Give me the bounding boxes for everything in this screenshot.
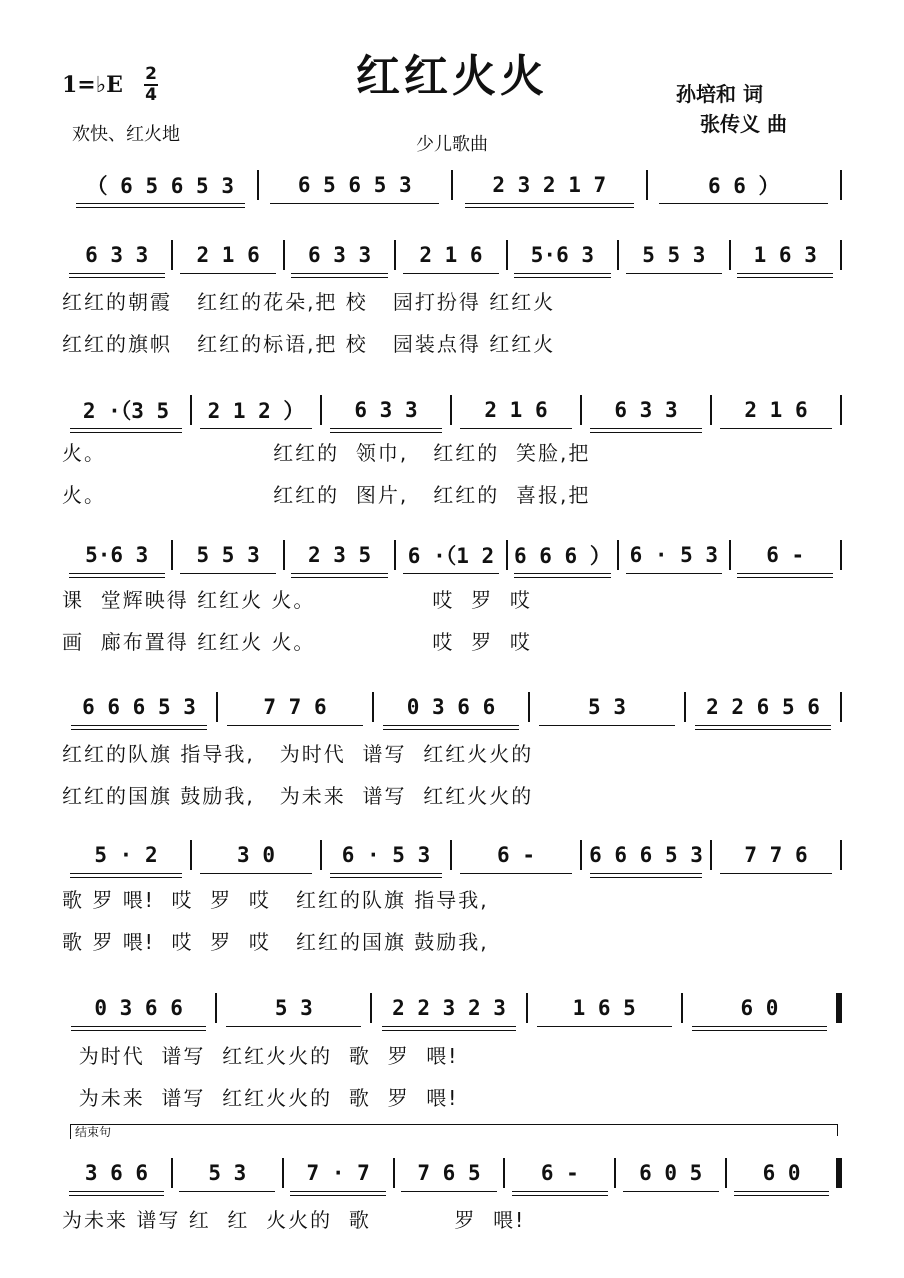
beam-line (70, 877, 183, 878)
measure (712, 840, 840, 870)
measure-notes: 2 1 6 (419, 243, 483, 267)
measure-notes: 6 0 (740, 996, 779, 1020)
time-signature (144, 66, 158, 104)
beam-line (737, 273, 833, 274)
measure-notes: 2 1 6 (484, 398, 548, 422)
measure (616, 1158, 725, 1188)
beam-line (69, 1195, 165, 1196)
beam-line (514, 273, 610, 274)
measure-notes: 5 3 (208, 1161, 247, 1185)
measure-notes: 6 3 3 (85, 243, 149, 267)
notation-row (62, 240, 842, 270)
beam-line (512, 1195, 608, 1196)
beam-line (626, 573, 722, 574)
beam-line (539, 725, 675, 726)
beam-line (720, 873, 833, 874)
measure-notes: 2 1 6 (196, 243, 260, 267)
measure-notes: 6 · 5 3 (629, 543, 719, 567)
measure-notes: 6 5 6 5 3 (297, 173, 412, 197)
measure (62, 692, 216, 722)
measure (452, 395, 580, 425)
measure (396, 540, 505, 570)
beam-line (403, 273, 499, 274)
measure (192, 395, 320, 425)
measure-notes: 5·6 3 (85, 543, 149, 567)
beam-line (291, 577, 387, 578)
beam-line (76, 207, 245, 208)
measure (62, 1158, 171, 1188)
beam-line (659, 203, 828, 204)
measure (686, 692, 840, 722)
beam-line (330, 432, 443, 433)
beam-line (512, 1191, 608, 1192)
measure-notes: 6 0 5 (639, 1161, 703, 1185)
measure (64, 170, 257, 200)
beam-line (200, 873, 313, 874)
beam-line (70, 873, 183, 874)
beam-line (514, 577, 610, 578)
measure-notes: 6 6 ） (707, 174, 780, 198)
measure (508, 540, 617, 570)
measure (173, 1158, 282, 1188)
measure-notes: 3 0 (237, 843, 275, 867)
beam-line (291, 273, 387, 274)
beam-line (460, 428, 573, 429)
measure (582, 840, 710, 870)
measure-notes: 6 6 6 5 3 (589, 843, 703, 867)
measure (372, 993, 525, 1023)
time-top: 2 (145, 64, 157, 84)
notation-row (62, 692, 842, 722)
measure (284, 1158, 393, 1188)
measure-notes: 6 6 6 5 3 (82, 695, 196, 719)
beam-line (626, 273, 722, 274)
notation-row (62, 993, 842, 1023)
beam-line (734, 1191, 830, 1192)
measure-notes: （ 6 5 6 5 3 (86, 174, 234, 198)
measure-notes: 2 1 2 ） (207, 399, 305, 423)
measure-notes: 5 · 2 (94, 843, 158, 867)
measure (62, 540, 171, 570)
measure (683, 993, 836, 1023)
measure-notes: 5 3 (588, 695, 626, 719)
measure (508, 240, 617, 270)
measure-notes: 6 - (766, 543, 805, 567)
lyric-line: 为时代 谱写 红红火火的 歌 罗 喂! (62, 1044, 459, 1068)
measure (62, 395, 190, 425)
beam-line (70, 428, 183, 429)
beam-line (692, 1030, 827, 1031)
beam-line (737, 577, 833, 578)
beam-line (720, 428, 833, 429)
notation-row (62, 540, 842, 570)
measure (285, 540, 394, 570)
measure (217, 993, 370, 1023)
beam-line (69, 277, 165, 278)
beam-line (590, 873, 703, 874)
measure (374, 692, 528, 722)
measure-notes: 2 2 6 5 6 (706, 695, 820, 719)
beam-line (692, 1026, 827, 1027)
measure-notes: 6 · 5 3 (341, 843, 431, 867)
beam-line (383, 725, 519, 726)
beam-line (734, 1195, 830, 1196)
beam-line (270, 203, 439, 204)
measure-notes: 5·6 3 (530, 243, 594, 267)
measure-notes: 1 6 3 (753, 243, 817, 267)
notation-row (62, 840, 842, 870)
beam-line (180, 273, 276, 274)
beam-line (226, 1026, 361, 1027)
song-title: 红红火火 (356, 51, 548, 102)
measure-notes: 6 0 (762, 1161, 801, 1185)
measure (62, 240, 171, 270)
beam-line (76, 203, 245, 204)
measure (192, 840, 320, 870)
measure (619, 240, 728, 270)
beam-line (291, 277, 387, 278)
beam-line (695, 725, 831, 726)
beam-line (401, 1191, 497, 1192)
measure-notes: 5 5 3 (642, 243, 706, 267)
beam-line (291, 573, 387, 574)
measure (322, 840, 450, 870)
beam-line (514, 573, 610, 574)
beam-line (200, 428, 313, 429)
measure (62, 993, 215, 1023)
lyric-line: 红红的旗帜 红红的标语,把 校 园装点得 红红火 (62, 332, 556, 356)
beam-line (70, 432, 183, 433)
measure-notes: 7 6 5 (417, 1161, 481, 1185)
beam-line (290, 1195, 386, 1196)
beam-line (71, 729, 207, 730)
measure (173, 240, 282, 270)
measure (452, 840, 580, 870)
measure-notes: 2 2 3 2 3 (392, 996, 506, 1020)
lyric-line: 火。 红红的 领巾, 红红的 笑脸,把 (62, 441, 591, 465)
measure-notes: 7 7 6 (744, 843, 808, 867)
barline (840, 170, 842, 200)
measure (727, 1158, 836, 1188)
barline (840, 240, 842, 270)
measure-notes: 1 6 5 (572, 996, 636, 1020)
lyric-line: 课 堂辉映得 红红火 火。 哎 罗 哎 (62, 588, 532, 612)
lyric-line: 火。 红红的 图片, 红红的 喜报,把 (62, 483, 591, 507)
beam-line (465, 207, 634, 208)
lyric-line: 为未来 谱写 红红火火的 歌 罗 喂! (62, 1086, 459, 1110)
measure (259, 170, 452, 200)
measure-notes: 5 3 (274, 996, 313, 1020)
measure-notes: 2 3 5 (307, 543, 372, 567)
measure-notes: 2 ·（3 5 (82, 399, 170, 423)
barline (840, 840, 842, 870)
beam-line (69, 577, 165, 578)
notation-row (62, 395, 842, 425)
measure-notes: 2 1 6 (744, 398, 808, 422)
beam-line (590, 432, 703, 433)
beam-line (514, 277, 610, 278)
tempo-marking: 欢快、红火地 (72, 124, 180, 145)
measure-notes: 0 3 6 6 (406, 695, 496, 719)
barline (836, 993, 842, 1023)
lyric-line: 红红的朝霞 红红的花朵,把 校 园打扮得 红红火 (62, 290, 556, 314)
measure-notes: 6 ·（1 2 (407, 544, 495, 568)
beam-line (179, 1191, 275, 1192)
measure-notes: 6 - (540, 1161, 579, 1185)
subtitle: 少儿歌曲 (416, 134, 488, 155)
measure-notes: 3 6 6 (84, 1161, 149, 1185)
beam-line (537, 1026, 672, 1027)
measure-notes: 7 7 6 (263, 695, 327, 719)
measure (173, 540, 282, 570)
measure (582, 395, 710, 425)
composer-credit: 张传义 曲 (700, 112, 787, 136)
lyric-line: 红红的国旗 鼓励我, 为未来 谱写 红红火火的 (62, 784, 534, 808)
barline (840, 540, 842, 570)
measure (62, 840, 190, 870)
measure-notes: 6 6 6 ） (513, 544, 611, 568)
lyric-line: 为未来 谱写 红 红 火火的 歌 罗 喂! (62, 1208, 526, 1232)
measure (396, 240, 505, 270)
measure (619, 540, 728, 570)
measure (395, 1158, 504, 1188)
beam-line (737, 573, 833, 574)
beam-line (590, 428, 703, 429)
beam-line (330, 428, 443, 429)
barline (840, 692, 842, 722)
beam-line (695, 729, 831, 730)
measure-notes: 7 · 7 (306, 1161, 370, 1185)
beam-line (460, 873, 573, 874)
notation-row (62, 1158, 842, 1188)
beam-line (71, 1026, 206, 1027)
measure (505, 1158, 614, 1188)
measure-notes: 5 5 3 (196, 543, 260, 567)
measure (712, 395, 840, 425)
measure (530, 692, 684, 722)
measure (218, 692, 372, 722)
beam-line (71, 725, 207, 726)
measure-notes: 0 3 6 6 (94, 996, 183, 1020)
barline (840, 395, 842, 425)
measure-notes: 6 3 3 (354, 398, 418, 422)
measure (731, 540, 840, 570)
measure (285, 240, 394, 270)
ending-label: 结束句 (70, 1124, 111, 1139)
beam-line (69, 273, 165, 274)
measure-notes: 6 3 3 (614, 398, 678, 422)
measure (453, 170, 646, 200)
beam-line (737, 277, 833, 278)
beam-line (69, 1191, 165, 1192)
measure-notes: 6 3 3 (307, 243, 372, 267)
beam-line (330, 873, 443, 874)
measure (528, 993, 681, 1023)
beam-line (290, 1191, 386, 1192)
measure-notes: 2 3 2 1 7 (492, 173, 607, 197)
beam-line (382, 1030, 517, 1031)
beam-line (382, 1026, 517, 1027)
time-bottom: 4 (145, 85, 157, 105)
lyricist-credit: 孙培和 词 (676, 82, 763, 106)
beam-line (330, 877, 443, 878)
key-signature: 1=♭E (62, 72, 123, 98)
measure (648, 170, 841, 200)
lyric-line: 歌 罗 喂! 哎 罗 哎 红红的队旗 指导我, (62, 888, 489, 912)
beam-line (180, 573, 276, 574)
notation-row (62, 170, 842, 200)
beam-line (465, 203, 634, 204)
measure (731, 240, 840, 270)
lyric-line: 画 廊布置得 红红火 火。 哎 罗 哎 (62, 630, 532, 654)
beam-line (623, 1191, 719, 1192)
lyric-line: 红红的队旗 指导我, 为时代 谱写 红红火火的 (62, 742, 534, 766)
lyric-line: 歌 罗 喂! 哎 罗 哎 红红的国旗 鼓励我, (62, 930, 489, 954)
beam-line (383, 729, 519, 730)
beam-line (403, 573, 499, 574)
beam-line (71, 1030, 206, 1031)
measure-notes: 6 - (497, 843, 535, 867)
measure (322, 395, 450, 425)
beam-line (590, 877, 703, 878)
beam-line (227, 725, 363, 726)
barline (836, 1158, 842, 1188)
beam-line (69, 573, 165, 574)
